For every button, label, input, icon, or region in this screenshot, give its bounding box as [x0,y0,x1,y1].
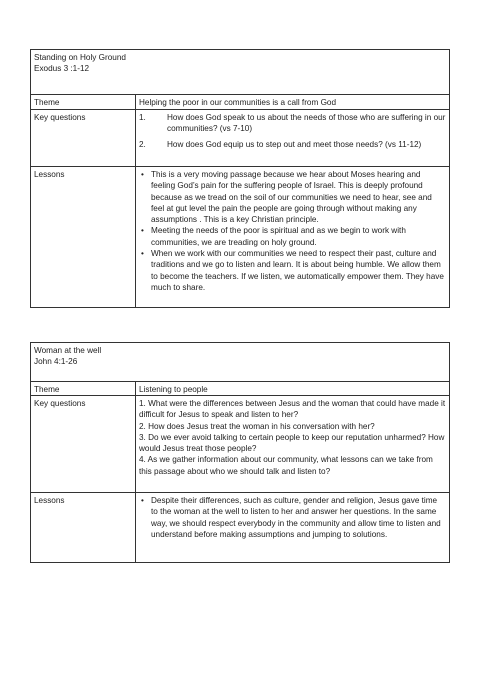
key-questions-label: Key questions [31,110,136,166]
question-item: 2. How does Jesus treat the woman in his conversation with her? [139,421,375,431]
lessons-row [31,166,449,307]
question-item [139,112,446,135]
theme-text: Helping the poor in our communities is a call from God [139,98,337,107]
table-header [31,50,449,94]
theme-text: Listening to people [139,385,208,394]
theme-label: Theme [31,95,136,109]
study-title: Woman at the well [34,346,102,355]
theme-row [31,94,449,109]
lesson-text: Despite their differences, such as culture, gender and religion, Jesus gave time to the woman at the well to listen to her and answer her questions. In the same way, we should respect everybody in the community and allow time to listen and understand before making assumptions and jumping to solutions. [151,496,441,539]
lesson-item [139,248,446,293]
key-questions-label: Key questions [31,396,136,492]
lesson-text: Meeting the needs of the poor is spiritual and as we begin to work with communities, we are treading on holy ground. [151,226,406,247]
key-questions-row [31,395,449,492]
question-item: 4. As we gather information about our community, what lessons can we take from this passage about who we should talk and listen to? [139,455,433,476]
lesson-item [139,495,446,540]
scripture-reference: Exodus 3 :1-12 [34,64,90,73]
lesson-text: When we work with our communities we need to respect their past, culture and traditions and we go to listen and learn. It is about being humble. We allow them to become the teachers. If we listen, we automatically empower them. They have much to share. [151,249,444,292]
theme-row [31,381,449,395]
question-text: How does God equip us to step out and meet those needs? (vs 11-12) [167,139,422,149]
study-table-standing-on-holy-ground [30,49,450,308]
study-title: Standing on Holy Ground [34,53,126,62]
key-questions-content [136,110,449,166]
lesson-item [139,225,446,248]
table-header [31,343,449,381]
bullet-icon: • [141,170,144,179]
theme-label: Theme [31,382,136,395]
lessons-content [136,493,449,562]
bullet-icon: • [141,249,144,259]
lessons-row [31,492,449,562]
question-item [139,139,446,150]
key-questions-row [31,109,449,166]
question-number: 1. [139,113,146,122]
lessons-content [136,167,449,307]
key-questions-content [136,396,449,492]
lessons-label: Lessons [31,167,136,307]
lessons-label: Lessons [31,493,136,562]
lesson-item [139,169,446,225]
question-text: How does God speak to us about the needs of those who are suffering in our communities? (vs 7-10) [167,113,446,134]
bullet-icon: • [141,226,144,236]
question-item: 1. What were the differences between Jesus and the woman that could have made it difficult for Jesus to speak and listen to her? [139,399,446,420]
scripture-reference: John 4:1-26 [34,357,78,366]
study-table-woman-at-the-well [30,342,450,563]
lesson-text: This is a very moving passage because we hear about Moses hearing and feeling God’s pain for the suffering people of Israel. This is deeply profound because as we tread on the soil of our communities we need to hear, see and feel at gut level the pain the people are going through without making any assumptions . This is a key Christian principle. [151,170,432,225]
question-item: 3. Do we ever avoid talking to certain people to keep our reputation unharmed? How would Jesus treat those people? [139,432,445,454]
bullet-icon: • [141,496,144,505]
question-number: 2. [139,139,146,149]
